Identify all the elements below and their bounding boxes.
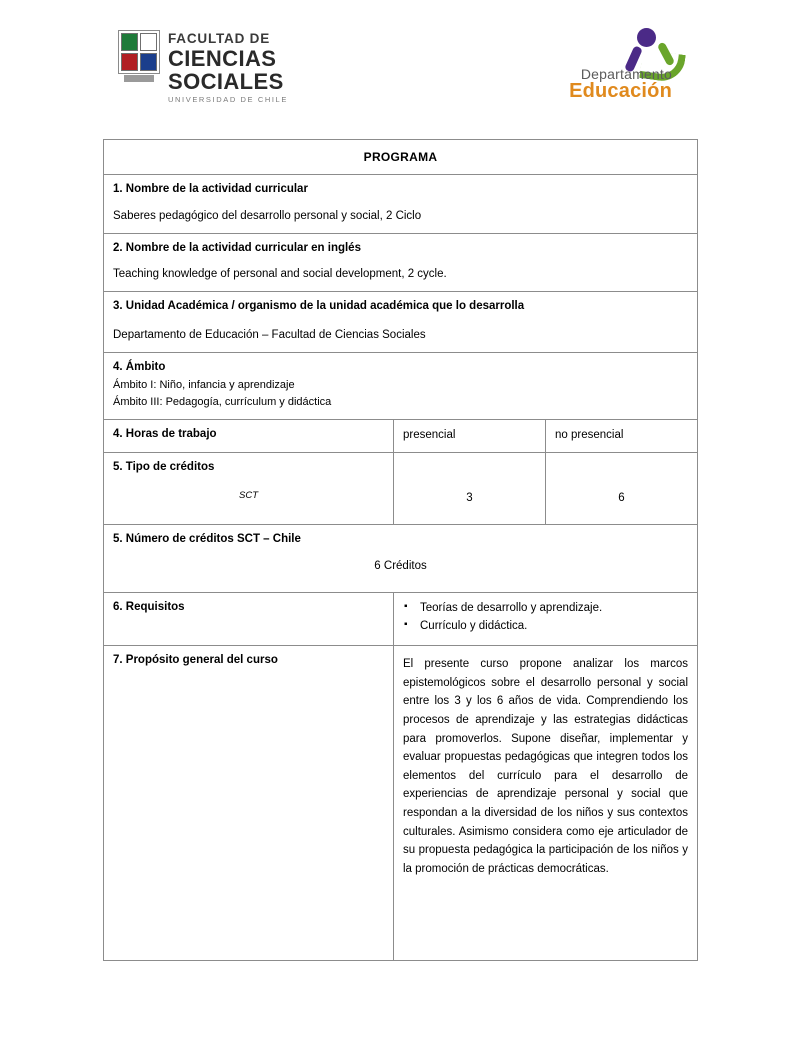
faculty-line-2: CIENCIAS	[168, 45, 277, 71]
row-credit-type-no-presencial-cell	[546, 453, 698, 525]
list-item: ▪ Currículo y didáctica.	[398, 618, 688, 636]
row-scope-value-1: Ámbito I: Niño, infancia y aprendizaje	[113, 379, 295, 392]
table-row	[104, 646, 698, 961]
department-logo-line-1: Departamento	[580, 66, 672, 82]
person-figure-icon	[637, 28, 656, 47]
table-row	[104, 593, 698, 646]
row-academic-unit-label: 3. Unidad Académica / organismo de la unidad académica que lo desarrolla	[113, 300, 525, 313]
row-purpose-label: 7. Propósito general del curso	[113, 654, 278, 667]
row-credit-type-label: 5. Tipo de créditos	[113, 461, 215, 474]
row-course-name-value: Saberes pedagógico del desarrollo personal y social, 2 Ciclo	[113, 209, 422, 222]
row-work-hours-presencial-cell	[394, 420, 546, 453]
row-course-name-english	[104, 233, 698, 292]
table-row	[104, 453, 698, 525]
row-requirements-label-cell	[104, 593, 394, 646]
requirements-list	[398, 600, 688, 636]
table-row	[104, 352, 698, 420]
row-credit-type-presencial-cell	[394, 453, 546, 525]
row-credit-type-sct: SCT	[239, 489, 258, 501]
document-page	[0, 26, 800, 1061]
document-header	[0, 26, 800, 114]
row-purpose-value-cell	[394, 646, 698, 961]
table-row	[104, 420, 698, 453]
row-academic-unit-value: Departamento de Educación – Facultad de Ciencias Sociales	[113, 328, 426, 341]
row-scope	[104, 352, 698, 420]
row-scope-value-2: Ámbito III: Pedagogía, currículum y didáctica	[113, 395, 332, 408]
table-row	[104, 292, 698, 353]
row-sct-credits-value: 6 Créditos	[374, 559, 427, 572]
faculty-logo-text	[168, 30, 288, 103]
table-row	[104, 525, 698, 593]
row-work-hours-label: 4. Horas de trabajo	[113, 428, 217, 441]
row-credit-type-no-presencial-value: 6	[618, 491, 625, 504]
row-requirements-value-cell	[394, 593, 698, 646]
row-sct-credits	[104, 525, 698, 593]
university-crest-icon	[118, 30, 160, 84]
row-course-name-english-value: Teaching knowledge of personal and social development, 2 cycle.	[113, 268, 447, 281]
row-purpose-value: El presente curso propone analizar los marcos epistemológicos sobre el desarrollo personal y social entre los 3 y los 6 años de vida. Comprendiendo los procesos de aprendizaje y las estrategias didácticas para promoverlos. Supone diseñar, implementar y evaluar propuestas pedagógicas que integren todos los elementos del currículo para el desarrollo de experiencias de aprendizaje personal y social que respondan a la diversidad de los niños y sus contextos culturales. Asimismo considera como eje articulador de su propuesta pedagógica la participación de los niños y la promoción de prácticas democráticas.	[403, 658, 689, 875]
row-credit-type-presencial-value: 3	[466, 491, 473, 504]
row-course-name-label: 1. Nombre de la actividad curricular	[113, 183, 308, 195]
document-title: PROGRAMA	[104, 140, 698, 175]
row-course-name	[104, 175, 698, 234]
table-row	[104, 140, 698, 175]
row-credit-type-label-cell	[104, 453, 394, 525]
row-requirements-label: 6. Requisitos	[113, 601, 185, 614]
faculty-logo	[118, 30, 288, 103]
list-item: ▪ Teorías de desarrollo y aprendizaje.	[398, 600, 688, 618]
row-work-hours-no-presencial: no presencial	[555, 429, 624, 442]
faculty-line-3: SOCIALES	[168, 68, 284, 94]
table-row	[104, 233, 698, 292]
faculty-line-1: FACULTAD DE	[168, 31, 271, 46]
row-work-hours-label-cell	[104, 420, 394, 453]
program-table	[103, 139, 698, 961]
row-work-hours-presencial: presencial	[403, 429, 456, 442]
row-purpose-label-cell	[104, 646, 394, 961]
table-row	[104, 175, 698, 234]
row-scope-label: 4. Ámbito	[113, 360, 166, 373]
department-logo-line-2: Educación	[569, 80, 672, 102]
department-logo	[550, 26, 690, 102]
row-academic-unit	[104, 292, 698, 353]
row-sct-credits-label: 5. Número de créditos SCT – Chile	[113, 533, 301, 546]
faculty-line-4: UNIVERSIDAD DE CHILE	[168, 94, 288, 104]
row-course-name-english-label: 2. Nombre de la actividad curricular en inglés	[113, 241, 361, 254]
row-work-hours-no-presencial-cell	[546, 420, 698, 453]
